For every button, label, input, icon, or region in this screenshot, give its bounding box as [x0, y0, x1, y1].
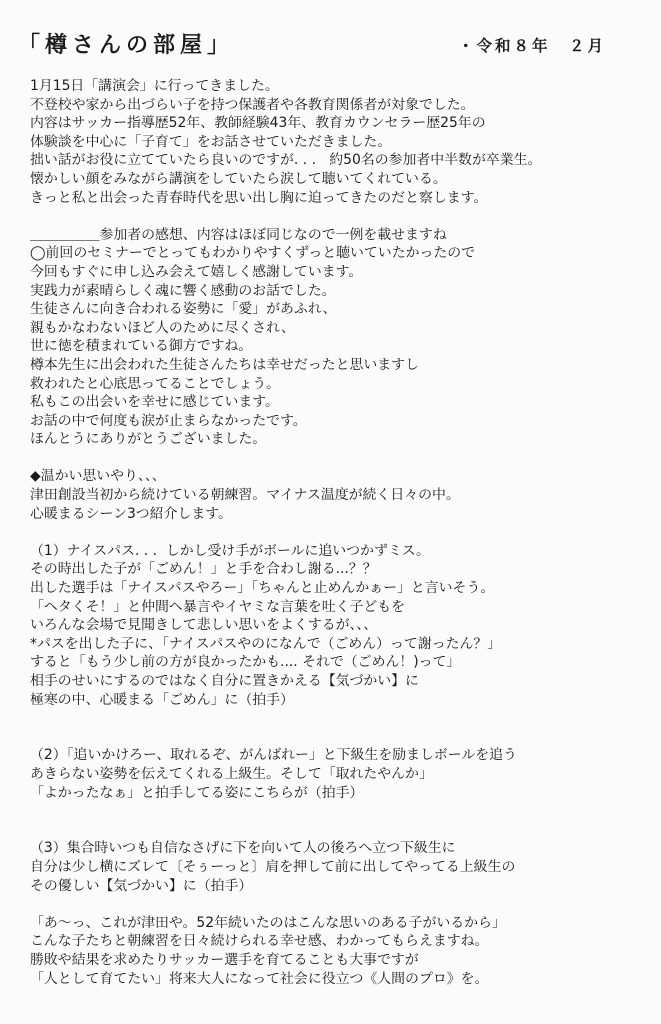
text-line: 内容はサッカー指導歴52年、教師経験43年、教育カウンセラー歴25年の: [30, 115, 486, 132]
text-line: （3）集合時いつも自信なさげに下を向いて人の後ろへ立つ下級生に: [30, 840, 456, 857]
warm-section: [30, 467, 655, 523]
text-line: 極寒の中、心暖まる「ごめん」に（拍手）: [30, 691, 294, 708]
text-line: 生徒さんに向き合われる姿勢に「愛」があふれ、: [30, 301, 337, 318]
text-line: きっと私と出会った青春時代を思い出し胸に迫ってきたのだと察します。: [30, 189, 488, 206]
text-line: 私もこの出会いを幸せに感じています。: [30, 394, 279, 411]
scene-2: [30, 746, 655, 802]
page-title: 「樽さんの部屋」: [18, 33, 235, 58]
text-line: 「人として育てたい」将来大人になって社会に役立つ《人間のプロ》を。: [30, 970, 489, 987]
feedback-section: [30, 226, 655, 449]
text-line: ほんとうにありがとうございました。: [30, 431, 267, 448]
text-line: こんな子たちと朝練習を日々続けられる幸せ感、わかってもらえますね。: [30, 933, 489, 950]
text-line: 今回もすぐに申し込み会えて嬉しく感謝しています。: [30, 263, 363, 280]
text-line: 親もかなわないほど人のために尽くされ、: [30, 319, 295, 336]
text-line: 体験談を中心に「子育て」をお話させていただきました。: [30, 133, 392, 150]
issue-date: ・令和８年 ２月: [458, 37, 607, 55]
text-line: *パスを出した子に、「ナイスパスやのになんで（ごめん）って謝ったん？」: [30, 635, 502, 652]
text-line: ＿＿＿＿＿参加者の感想、内容はほぼ同じなので一例を載せますね: [30, 226, 447, 243]
text-line: ◯前回のセミナーでとってもわかりやすくずっと聴いていたかったので: [30, 245, 476, 262]
scene-3: [30, 839, 655, 895]
text-line: その時出した子が「ごめん！」と手を合わし謝る...？？: [30, 561, 377, 578]
text-line: 懐かしい顔をみながら講演をしていたら涙して聴いてくれている。: [30, 170, 447, 187]
text-line: 「ヘタくそ！」と仲間へ暴言やイヤミな言葉を吐く子どもを: [30, 598, 406, 615]
text-line: 1月15日「講演会」に行ってきました。: [30, 78, 279, 94]
text-line: 津田創設当初から続けている朝練習。マイナス温度が続く日々の中。: [30, 487, 460, 504]
text-line: あきらない姿勢を伝えてくれる上級生。そして「取れたやんか」: [30, 765, 433, 782]
text-line: 拙い話がお役に立てていたら良いのですが. . . 約50名の参加者中半数が卒業生。: [30, 152, 542, 169]
text-line: （2）「追いかけろー、取れるぞ、がんばれー」と下級生を励ましボールを追う: [30, 747, 517, 764]
text-line: 自分は少し横にズレて〔そぅーっと〕肩を押して前に出してやってる上級生の: [30, 858, 516, 875]
text-line: お話の中で何度も涙が止まらなかったです。: [30, 412, 307, 429]
text-line: 実践力が素晴らしく魂に響く感動のお話でした。: [30, 282, 336, 299]
text-line: 出した選手は「ナイスパスやろー」「ちゃんと止めんかぁー」と言いそう。: [30, 580, 495, 597]
text-line: 心暖まるシーン3つ紹介します。: [30, 505, 232, 522]
text-line: 相手のせいにするのではなく自分に置きかえる【気づかい】に: [30, 673, 419, 689]
text-line: 樽本先生に出会われた生徒さんたちは幸せだったと思いますし: [30, 356, 419, 373]
text-line: 不登校や家から出づらい子を持つ保護者や各教育関係者が対象でした。: [30, 96, 475, 113]
section-heading: ◆温かい思いやり、、、: [30, 468, 166, 485]
closing-paragraph: [30, 914, 655, 988]
text-line: その優しい【気づかい】に（拍手）: [30, 877, 253, 894]
text-line: いろんな会場で見聞きして悲しい思いをよくするが、、、: [30, 617, 378, 634]
text-line: すると「もう少し前の方が良かったかも.... それで（ごめん！)って」: [30, 654, 461, 671]
text-line: 「あ〜っ、これが津田や。52年続いたのはこんな思いのある子がいるから」: [30, 914, 506, 931]
scene-1: [30, 542, 655, 709]
intro-paragraph: [30, 77, 655, 207]
text-line: 勝敗や結果を求めたりサッカー選手を育てることも大事ですが: [30, 951, 419, 968]
text-line: 救われたと心底思ってることでしょう。: [30, 375, 281, 392]
article-body: [30, 77, 655, 988]
text-line: 世に徳を積まれている御方ですね。: [30, 338, 253, 355]
text-line: 「よかったなぁ」と拍手してる姿にこちらが（拍手）: [30, 784, 364, 801]
text-line: （1）ナイスパス. . . しかし受け手がボールに追いつかずミス。: [30, 542, 430, 559]
